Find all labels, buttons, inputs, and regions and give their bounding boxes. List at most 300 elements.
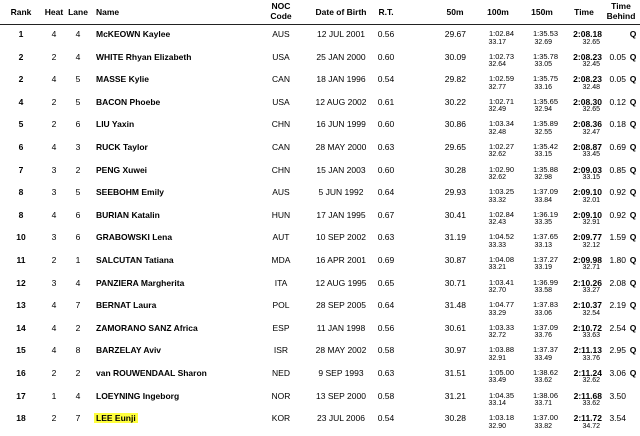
athlete-last-name: BURIAN	[96, 209, 130, 220]
rank-cell: 8	[18, 209, 24, 220]
dob-cell: 16 APR 2001	[315, 254, 367, 265]
athlete-first-name: Aviv	[143, 345, 162, 356]
split-100m-cell: 1:03.18	[488, 413, 514, 423]
split-150m-cell: 1:35.65	[532, 96, 558, 106]
noc-cell: HUN	[271, 209, 291, 220]
athlete-first-name: Xuwei	[122, 164, 148, 175]
lap-split-150m: 33.62	[534, 377, 552, 385]
table-row	[0, 182, 640, 205]
lap-split-200m: 32.48	[582, 83, 600, 91]
lap-split-150m: 33.84	[534, 196, 552, 204]
split-50m-cell: 30.28	[444, 413, 466, 424]
final-time-cell: 2:09.98	[573, 254, 602, 265]
time-behind-cell: 2.54	[609, 322, 626, 333]
lane-cell: 7	[75, 413, 81, 424]
lap-split-150m: 32.55	[534, 128, 552, 136]
lane-cell: 2	[75, 367, 81, 378]
lap-split-100m: 32.90	[488, 422, 506, 430]
split-50m-cell: 29.67	[444, 29, 466, 39]
table-row	[0, 363, 640, 386]
lap-split-100m: 33.21	[488, 264, 506, 272]
lap-split-150m: 33.58	[534, 287, 552, 295]
athlete-name	[96, 391, 179, 401]
heat-cell: 4	[51, 74, 57, 85]
lap-split-100m: 32.48	[488, 128, 506, 136]
split-100m-cell: 1:02.84	[488, 29, 514, 38]
rank-cell: 2	[18, 74, 24, 85]
lap-split-100m: 33.32	[488, 196, 506, 204]
final-time-cell: 2:10.26	[573, 277, 602, 288]
athlete-name	[96, 255, 174, 265]
lap-split-100m: 32.77	[488, 83, 506, 91]
final-time-cell: 2:11.24	[573, 367, 602, 378]
lap-split-200m: 32.91	[582, 219, 600, 227]
time-behind-cell: 0.05	[609, 74, 626, 85]
lap-split-100m: 32.91	[488, 354, 506, 362]
split-50m-cell: 30.86	[444, 119, 466, 130]
reaction-time-cell: 0.60	[377, 164, 395, 175]
results-header	[0, 0, 640, 25]
heat-cell: 3	[51, 187, 57, 198]
lap-split-150m: 33.71	[534, 400, 552, 407]
split-100m-cell: 1:04.77	[488, 300, 514, 310]
split-150m-cell: 1:37.83	[532, 300, 558, 310]
noc-cell: USA	[272, 96, 290, 107]
split-150m-cell: 1:35.88	[532, 164, 558, 174]
time-behind-cell: 2.19	[609, 300, 626, 311]
qualified-mark: Q	[629, 96, 637, 107]
split-100m-cell: 1:03.41	[488, 277, 514, 287]
lap-split-200m: 33.63	[582, 332, 600, 340]
heat-cell: 2	[51, 254, 57, 265]
split-50m-cell: 31.21	[444, 390, 466, 401]
final-time-cell: 2:09.77	[573, 232, 602, 243]
lap-split-200m: 32.12	[582, 241, 600, 249]
reaction-time-cell: 0.56	[377, 29, 395, 39]
header-heat: Heat	[44, 7, 64, 17]
split-150m-cell: 1:35.89	[532, 119, 558, 129]
reaction-time-cell: 0.60	[377, 51, 395, 62]
reaction-time-cell: 0.69	[377, 254, 395, 265]
time-behind-cell: 3.06	[609, 367, 626, 378]
rank-cell: 13	[16, 300, 26, 311]
reaction-time-cell: 0.54	[377, 74, 395, 85]
dob-cell: 16 JUN 1999	[316, 119, 366, 130]
qualified-mark: Q	[629, 254, 637, 265]
split-50m-cell: 30.22	[444, 96, 466, 107]
dob-cell: 18 JAN 1996	[316, 74, 366, 85]
athlete-last-name: LOEYNING	[96, 390, 141, 401]
split-150m-cell: 1:38.06	[532, 390, 558, 400]
athlete-last-name: RUCK	[96, 141, 121, 152]
athlete-last-name: ZAMORANO SANZ	[96, 322, 172, 333]
time-behind-cell: 3.50	[609, 390, 626, 401]
qualified-mark: Q	[629, 74, 637, 85]
noc-cell: USA	[272, 51, 290, 62]
noc-cell: AUT	[272, 232, 290, 243]
dob-cell: 9 SEP 1993	[318, 367, 364, 378]
athlete-last-name: MASSE	[96, 74, 127, 85]
split-50m-cell: 30.97	[444, 345, 466, 356]
athlete-name	[96, 142, 148, 152]
table-row	[0, 295, 640, 318]
split-150m-cell: 1:38.62	[532, 367, 558, 377]
split-50m-cell: 29.65	[444, 141, 466, 152]
split-100m-cell: 1:02.90	[488, 164, 514, 174]
reaction-time-cell: 0.56	[377, 322, 395, 333]
athlete-first-name: Laura	[133, 300, 157, 311]
rank-cell: 15	[16, 345, 26, 356]
lap-split-200m: 33.62	[582, 400, 600, 407]
qualified-mark: Q	[629, 187, 637, 198]
split-50m-cell: 30.28	[444, 164, 466, 175]
table-row	[0, 47, 640, 70]
lap-split-100m: 32.62	[488, 151, 506, 159]
lane-cell: 6	[75, 232, 81, 243]
noc-cell: NED	[272, 367, 290, 378]
rank-cell: 8	[18, 187, 24, 198]
lane-cell: 5	[75, 96, 81, 107]
lap-split-200m: 32.54	[582, 309, 600, 317]
athlete-first-name: Eunji	[114, 413, 136, 424]
athlete-first-name: Sharon	[177, 367, 207, 378]
lane-cell: 6	[75, 119, 81, 130]
header-rank: Rank	[10, 7, 32, 17]
lap-split-150m: 33.15	[534, 151, 552, 159]
lane-cell: 2	[75, 322, 81, 333]
split-150m-cell: 1:35.78	[532, 51, 558, 61]
athlete-last-name: van ROUWENDAAL	[96, 367, 176, 378]
split-150m-cell: 1:35.42	[532, 141, 558, 151]
split-50m-cell: 30.71	[444, 277, 466, 288]
dob-cell: 12 AUG 2002	[315, 96, 367, 107]
split-50m-cell: 31.19	[444, 232, 466, 243]
athlete-first-name: Yaxin	[111, 119, 135, 130]
lap-split-150m: 33.19	[534, 264, 552, 272]
reaction-time-cell: 0.58	[377, 345, 395, 356]
split-50m-cell: 29.93	[444, 187, 466, 198]
header-name: Name	[96, 7, 120, 17]
heat-cell: 4	[51, 345, 57, 356]
split-150m-cell: 1:35.53	[532, 29, 558, 38]
final-time-cell: 2:09.10	[573, 209, 602, 220]
heat-cell: 2	[51, 51, 57, 62]
lap-split-150m: 32.69	[534, 38, 552, 46]
noc-cell: CHN	[271, 164, 291, 175]
qualified-mark: Q	[629, 367, 637, 378]
rank-cell: 1	[18, 29, 24, 39]
athlete-first-name: Ingeborg	[142, 390, 180, 401]
dob-cell: 17 JAN 1995	[316, 209, 366, 220]
qualified-mark: Q	[629, 119, 637, 130]
athlete-first-name: Emily	[141, 187, 165, 198]
table-row	[0, 160, 640, 183]
rank-cell: 18	[16, 413, 26, 424]
lane-cell: 7	[75, 300, 81, 311]
rank-cell: 14	[16, 322, 26, 333]
lap-split-100m: 33.49	[488, 377, 506, 385]
split-50m-cell: 30.09	[444, 51, 466, 62]
header-100m: 100m	[487, 7, 509, 17]
lap-split-100m: 32.64	[488, 61, 506, 69]
athlete-last-name: SEEBOHM	[96, 187, 139, 198]
lap-split-200m: 32.01	[582, 196, 600, 204]
lane-cell: 5	[75, 187, 81, 198]
split-50m-cell: 31.48	[444, 300, 466, 311]
athlete-name	[96, 187, 164, 197]
split-150m-cell: 1:37.65	[532, 232, 558, 242]
reaction-time-cell: 0.60	[377, 119, 395, 130]
athlete-name	[96, 323, 198, 333]
split-100m-cell: 1:02.73	[488, 51, 514, 61]
final-time-cell: 2:11.72	[573, 413, 602, 424]
time-behind-cell: 2.95	[609, 345, 626, 356]
split-150m-cell: 1:37.00	[532, 413, 558, 423]
lane-cell: 3	[75, 141, 81, 152]
lane-cell: 4	[75, 51, 81, 62]
lap-split-200m: 33.15	[582, 174, 600, 182]
split-50m-cell: 29.82	[444, 74, 466, 85]
time-behind-cell: 0.05	[609, 51, 626, 62]
qualified-mark: Q	[629, 277, 637, 288]
dob-cell: 11 JAN 1998	[316, 322, 366, 333]
qualified-mark: Q	[629, 322, 637, 333]
athlete-name	[96, 165, 147, 175]
athlete-first-name: Kylie	[128, 74, 149, 85]
split-150m-cell: 1:36.99	[532, 277, 558, 287]
qualified-mark: Q	[629, 232, 637, 243]
heat-cell: 2	[51, 119, 57, 130]
header-noc	[264, 1, 298, 21]
lap-split-200m: 32.65	[582, 38, 600, 46]
qualified-mark: Q	[629, 164, 637, 175]
split-50m-cell: 30.87	[444, 254, 466, 265]
heat-cell: 3	[51, 164, 57, 175]
lap-split-100m: 32.43	[488, 219, 506, 227]
dob-cell: 15 JAN 2003	[316, 164, 366, 175]
header-50m: 50m	[446, 7, 464, 17]
athlete-first-name: Rhyan Elizabeth	[125, 51, 192, 62]
athlete-name	[96, 74, 149, 84]
athlete-name	[96, 210, 160, 220]
split-100m-cell: 1:04.08	[488, 254, 514, 264]
qualified-mark: Q	[629, 29, 637, 39]
split-50m-cell: 30.41	[444, 209, 466, 220]
noc-cell: MDA	[271, 254, 291, 265]
athlete-first-name: Phoebe	[129, 96, 161, 107]
athlete-name	[94, 413, 138, 423]
header-behind-line1: Time	[611, 1, 631, 11]
reaction-time-cell: 0.64	[377, 300, 395, 311]
lane-cell: 2	[75, 164, 81, 175]
noc-cell: CAN	[272, 141, 290, 152]
lap-split-150m: 33.35	[534, 219, 552, 227]
rank-cell: 11	[16, 254, 26, 265]
rank-cell: 10	[16, 232, 26, 243]
lap-split-100m: 32.49	[488, 106, 506, 114]
athlete-name	[96, 345, 161, 355]
rank-cell: 2	[18, 51, 24, 62]
table-row	[0, 137, 640, 160]
dob-cell: 12 AUG 1995	[315, 277, 367, 288]
lap-split-100m: 33.33	[488, 241, 506, 249]
qualified-mark: Q	[629, 345, 637, 356]
rank-cell: 5	[18, 119, 24, 130]
heat-cell: 2	[51, 96, 57, 107]
reaction-time-cell: 0.58	[377, 390, 395, 401]
final-time-cell: 2:10.72	[573, 322, 602, 333]
lap-split-100m: 33.29	[488, 309, 506, 317]
athlete-name	[96, 232, 172, 242]
athlete-first-name: Margherita	[140, 277, 185, 288]
header-behind-line2: Behind	[606, 11, 636, 21]
reaction-time-cell: 0.63	[377, 232, 395, 243]
athlete-first-name: Taylor	[122, 141, 148, 152]
time-behind-cell: 2.08	[609, 277, 626, 288]
athlete-first-name: Kaylee	[142, 29, 171, 39]
qualified-mark: Q	[629, 209, 637, 220]
header-150m: 150m	[531, 7, 553, 17]
dob-cell: 28 MAY 2000	[315, 141, 367, 152]
split-100m-cell: 1:04.52	[488, 232, 514, 242]
reaction-time-cell: 0.65	[377, 277, 395, 288]
noc-cell: AUS	[272, 187, 290, 198]
table-row	[0, 114, 640, 137]
header-noc-line2: Code	[270, 11, 292, 21]
lane-cell: 5	[75, 74, 81, 85]
table-row	[0, 24, 640, 47]
lap-split-200m: 33.27	[582, 287, 600, 295]
split-100m-cell: 1:04.35	[488, 390, 514, 400]
heat-cell: 3	[51, 232, 57, 243]
qualified-mark: Q	[629, 141, 637, 152]
athlete-last-name: LEE	[96, 413, 113, 424]
table-row	[0, 273, 640, 296]
heat-cell: 2	[51, 413, 57, 424]
dob-cell: 25 JAN 2000	[316, 51, 366, 62]
athlete-last-name: PENG	[96, 164, 121, 175]
final-time-cell: 2:08.23	[573, 51, 602, 62]
athlete-name	[96, 52, 191, 62]
split-150m-cell: 1:37.37	[532, 345, 558, 355]
lap-split-200m: 33.45	[582, 151, 600, 159]
header-time: Time	[574, 7, 594, 17]
rank-cell: 17	[16, 390, 26, 401]
lane-cell: 1	[75, 254, 81, 265]
heat-cell: 3	[51, 277, 57, 288]
athlete-name	[96, 368, 207, 378]
lap-split-150m: 33.82	[534, 422, 552, 430]
dob-cell: 23 JUL 2006	[317, 413, 365, 424]
final-time-cell: 2:09.03	[573, 164, 602, 175]
noc-cell: ESP	[272, 322, 290, 333]
heat-cell: 2	[51, 367, 57, 378]
athlete-last-name: McKEOWN	[96, 29, 141, 39]
split-100m-cell: 1:03.88	[488, 345, 514, 355]
lap-split-150m: 33.49	[534, 354, 552, 362]
split-100m-cell: 1:03.33	[488, 322, 514, 332]
athlete-first-name: Africa	[173, 322, 198, 333]
dob-cell: 28 SEP 2005	[316, 300, 366, 311]
athlete-first-name: Lena	[152, 232, 173, 243]
athlete-name	[96, 29, 170, 39]
noc-cell: ITA	[274, 277, 288, 288]
final-time-cell: 2:08.30	[573, 96, 602, 107]
table-row	[0, 250, 640, 273]
heat-cell: 4	[51, 300, 57, 311]
heat-cell: 4	[51, 141, 57, 152]
table-row	[0, 69, 640, 92]
noc-cell: POL	[272, 300, 290, 311]
heat-cell: 4	[51, 209, 57, 220]
lane-cell: 6	[75, 209, 81, 220]
split-100m-cell: 1:02.59	[488, 74, 514, 84]
athlete-name	[96, 97, 160, 107]
noc-cell: NOR	[271, 390, 291, 401]
final-time-cell: 2:10.37	[573, 300, 602, 311]
athlete-last-name: LIU	[96, 119, 110, 130]
qualified-mark: Q	[629, 51, 637, 62]
lap-split-100m: 32.70	[488, 287, 506, 295]
noc-cell: AUS	[272, 29, 290, 39]
header-rt: R.T.	[378, 7, 394, 17]
table-row	[0, 340, 640, 363]
time-behind-cell: 1.80	[609, 254, 626, 265]
final-time-cell: 2:08.23	[573, 74, 602, 85]
athlete-last-name: BARZELAY	[96, 345, 142, 356]
lane-cell: 4	[75, 277, 81, 288]
header-dob: Date of Birth	[315, 7, 367, 17]
time-behind-cell: 0.12	[609, 96, 626, 107]
final-time-cell: 2:09.10	[573, 187, 602, 198]
lap-split-200m: 32.71	[582, 264, 600, 272]
lap-split-200m: 34.72	[582, 422, 600, 430]
results-rows	[0, 24, 640, 431]
athlete-first-name: Katalin	[131, 209, 160, 220]
header-noc-line1: NOC	[271, 1, 291, 11]
athlete-last-name: WHITE	[96, 51, 124, 62]
reaction-time-cell: 0.54	[377, 413, 395, 424]
header-time-behind	[604, 1, 638, 21]
lap-split-150m: 32.98	[534, 174, 552, 182]
rank-cell: 7	[18, 164, 24, 175]
lap-split-200m: 32.45	[582, 61, 600, 69]
athlete-last-name: SALCUTAN	[96, 254, 143, 265]
dob-cell: 13 SEP 2000	[316, 390, 366, 401]
reaction-time-cell: 0.67	[377, 209, 395, 220]
noc-cell: KOR	[271, 413, 291, 424]
final-time-cell: 2:11.13	[573, 345, 602, 356]
heat-cell: 4	[51, 29, 57, 39]
split-100m-cell: 1:03.34	[488, 119, 514, 129]
time-behind-cell: 0.92	[609, 187, 626, 198]
split-150m-cell: 1:37.27	[532, 254, 558, 264]
heat-cell: 4	[51, 322, 57, 333]
table-row	[0, 386, 640, 409]
table-row	[0, 205, 640, 228]
noc-cell: CHN	[271, 119, 291, 130]
final-time-cell: 2:08.18	[573, 29, 602, 39]
dob-cell: 10 SEP 2002	[316, 232, 366, 243]
lap-split-150m: 33.76	[534, 332, 552, 340]
split-100m-cell: 1:02.71	[488, 96, 514, 106]
heat-cell: 1	[51, 390, 57, 401]
lane-cell: 8	[75, 345, 81, 356]
lap-split-150m: 32.94	[534, 106, 552, 114]
lap-split-200m: 32.62	[582, 377, 600, 385]
time-behind-cell: 3.54	[609, 413, 626, 424]
split-100m-cell: 1:02.27	[488, 141, 514, 151]
